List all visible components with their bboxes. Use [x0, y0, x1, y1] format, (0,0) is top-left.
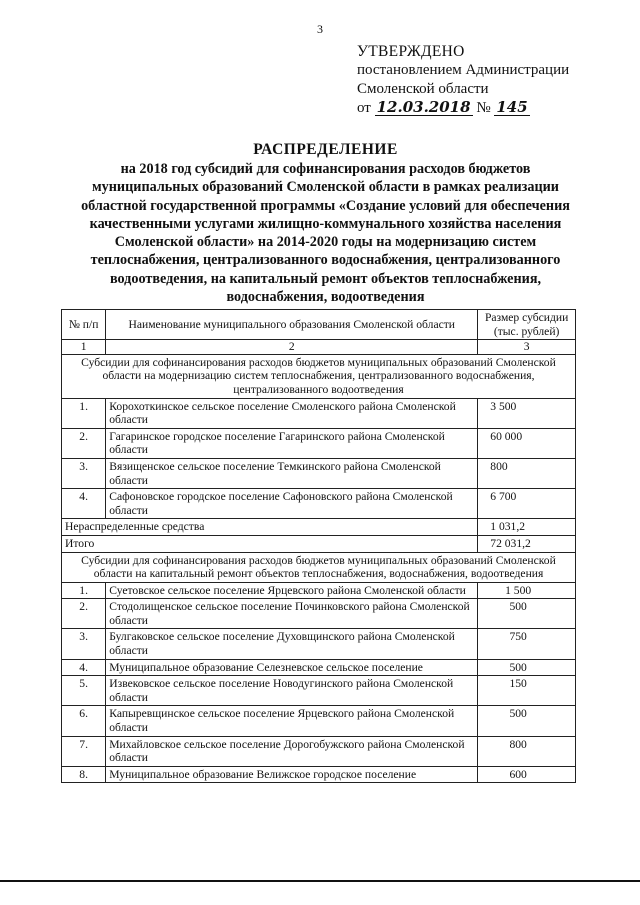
row-name: Муниципальное образование Велижское городское поселение [106, 766, 478, 783]
row-num: 4. [62, 659, 106, 676]
table-index-row [62, 340, 576, 355]
row-amount: 150 [478, 676, 576, 706]
index-1: 1 [62, 340, 106, 355]
table-row [62, 736, 576, 766]
unallocated-amount: 1 031,2 [478, 519, 576, 536]
table-row [62, 428, 576, 458]
row-num: 6. [62, 706, 106, 736]
approval-line-1: постановлением Администрации [357, 62, 570, 78]
row-amount: 750 [478, 629, 576, 659]
row-amount: 60 000 [478, 428, 576, 458]
table-row [62, 458, 576, 488]
row-num: 7. [62, 736, 106, 766]
row-amount: 500 [478, 659, 576, 676]
row-amount: 3 500 [478, 398, 576, 428]
section-2-title: Субсидии для софинансирования расходов бюджетов муниципальных образований Смоленской области на капитальный ремонт объектов теплоснабжения, водоснабжения, водоотведения [62, 552, 576, 582]
number-sign: № [476, 100, 491, 116]
table-row [62, 582, 576, 599]
row-num: 8. [62, 766, 106, 783]
total-row [62, 535, 576, 552]
row-name: Гагаринское городское поселение Гагаринского района Смоленской области [106, 428, 478, 458]
total-amount: 72 031,2 [478, 535, 576, 552]
row-name: Вязищенское сельское поселение Темкинского района Смоленской области [106, 458, 478, 488]
table-row [62, 489, 576, 519]
row-amount: 500 [478, 706, 576, 736]
table-row [62, 706, 576, 736]
section-1-title: Субсидии для софинансирования расходов бюджетов муниципальных образований Смоленской области на модернизацию систем теплоснабжения, централизованного водоснабжения, централизованного водоотведения [62, 354, 576, 398]
row-name: Муниципальное образование Селезневское сельское поселение [106, 659, 478, 676]
handwritten-date: 12.03.2018 [376, 98, 471, 116]
table-row [62, 398, 576, 428]
approval-stamp [357, 42, 569, 118]
section-1-title-row [62, 354, 576, 398]
row-num: 3. [62, 458, 106, 488]
handwritten-number: 145 [496, 98, 528, 116]
row-name: Булгаковское сельское поселение Духовщинского района Смоленской области [106, 629, 478, 659]
row-amount: 6 700 [478, 489, 576, 519]
row-name: Сафоновское городское поселение Сафоновского района Смоленской области [106, 489, 478, 519]
bottom-rule [0, 880, 640, 882]
header-num: № п/п [62, 310, 106, 340]
row-name: Капыревщинское сельское поселение Ярцевского района Смоленской области [106, 706, 478, 736]
table-row [62, 766, 576, 783]
row-name: Извековское сельское поселение Новодугинского района Смоленской области [106, 676, 478, 706]
row-num: 1. [62, 398, 106, 428]
table-row [62, 659, 576, 676]
date-prefix: от [357, 100, 371, 116]
row-name: Корохоткинское сельское поселение Смоленского района Смоленской области [106, 398, 478, 428]
page-number: 3 [317, 22, 323, 36]
header-name: Наименование муниципального образования Смоленской области [106, 310, 478, 340]
title-subtitle: на 2018 год субсидий для софинансирования расходов бюджетов муниципальных образований Смоленской области в рамках реализации областной государственной программы «Создание условий для обеспечения качественными услугами жилищно-коммунального хозяйства населения Смоленской области» на 2014-2020 годы на модернизацию систем теплоснабжения, централизованного водоснабжения, централизованного водоотведения, на капитальный ремонт объектов теплоснабжения, водоснабжения, водоотведения [81, 161, 570, 306]
row-num: 4. [62, 489, 106, 519]
distribution-table [61, 309, 576, 783]
approval-date-line [357, 99, 569, 118]
section-2-title-row [62, 552, 576, 582]
table-row [62, 599, 576, 629]
approval-line-2: Смоленской области [357, 81, 489, 97]
row-num: 5. [62, 676, 106, 706]
row-name: Михайловское сельское поселение Дорогобужского района Смоленской области [106, 736, 478, 766]
total-label: Итого [62, 535, 478, 552]
approval-heading: УТВЕРЖДЕНО [357, 43, 465, 60]
table-row [62, 629, 576, 659]
title-main: РАСПРЕДЕЛЕНИЕ [253, 141, 398, 158]
row-name: Суетовское сельское поселение Ярцевского района Смоленской области [106, 582, 478, 599]
row-amount: 1 500 [478, 582, 576, 599]
row-amount: 800 [478, 736, 576, 766]
unallocated-label: Нераспределенные средства [62, 519, 478, 536]
document-title [78, 141, 573, 306]
index-2: 2 [106, 340, 478, 355]
row-num: 2. [62, 428, 106, 458]
row-amount: 500 [478, 599, 576, 629]
row-amount: 800 [478, 458, 576, 488]
unallocated-row [62, 519, 576, 536]
row-num: 1. [62, 582, 106, 599]
row-name: Стодолищенское сельское поселение Починковского района Смоленской области [106, 599, 478, 629]
table-row [62, 676, 576, 706]
index-3: 3 [478, 340, 576, 355]
row-amount: 600 [478, 766, 576, 783]
row-num: 3. [62, 629, 106, 659]
table-header-row [62, 310, 576, 340]
header-amount: Размер субсидии (тыс. рублей) [478, 310, 576, 340]
row-num: 2. [62, 599, 106, 629]
